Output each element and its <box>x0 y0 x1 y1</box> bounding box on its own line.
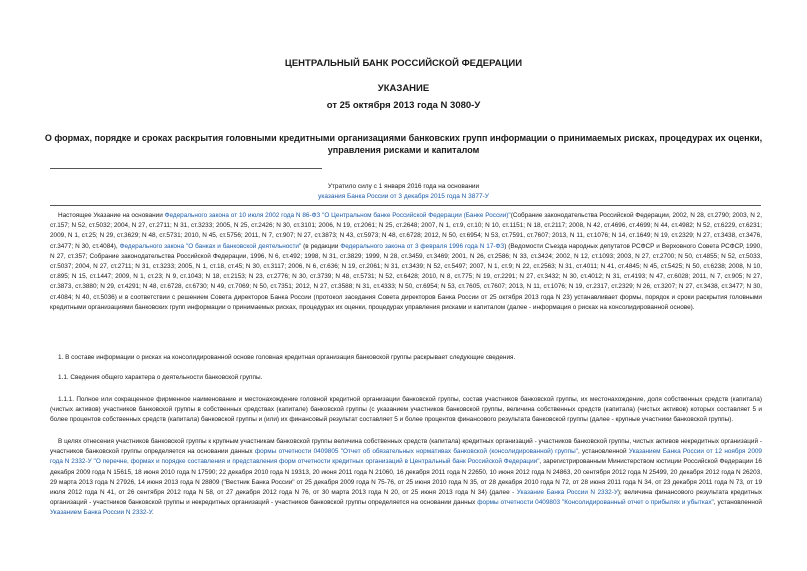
p2-text: 1. В составе информации о рисках на консолидированной основе головная кредитная организация банковской группы раскрывает следующие сведения. <box>58 354 516 361</box>
p1-text-4: ) (Ведомости Съезда народных депутатов РСФСР и Верховного Совета РСФСР, 1990, N 27, ст.357; Собрание законодательства Российской Федерации, 1996, N 6, ст.492; 1998, N 31, ст.3829; 1999, N 28, ст.3459, ст.3469; 2001, N 26, ст.2586; N 33, ст.3424; 2002, N 12, ст.1093; 2003, N 27, ст.2700; N 50, ст.4855; N 52, ст.5033, ст.5037; 2004, N 27, ст.2711; N 31, ст.3233; 2005, N 1, ст.18, ст.45; N 30, ст.3117; 2006, N 6, ст.636; N 19, ст.2061; N 31, ст.3439; N 52, ст.5497; 2007, N 1, ст.9; N 22, ст.2563; N 31, ст.4011; N 41, ст.4845; N 45, ст.5425; N 50, ст.6238; 2008, N 10, ст.895; N 15, ст.1447; 2009, N 1, ст.23; N 9, ст.1043; N 18, ст.2153; N 23, ст.2776; N 30, ст.3739; N 48, ст.5731; N 52, ст.6428; 2010, N 8, ст.775; N 19, ст.2291; N 27, ст.3432; N 30, ст.4012; N 31, ст.4193; N 47, ст.6028; 2011, N 7, ст.905; N 27, ст.3873, ст.3880; N 29, ст.4291; N 48, ст.6728, ст.6730; N 49, ст.7069; N 50, ст.7351; 2012, N 27, ст.3588; N 31, ст.4333; N 50, ст.6954; N 53, ст.7605, ст.7607; 2013, N 11, ст.1076; N 19, ст.2317, ст.2329; N 26, ст.3207; N 27, ст.3438, ст.3477; N 30, ст.4084; N 40, ст.5036) и в соответствии с решением Совета директоров Банка России (протокол заседания Совета директоров Банка России от 25 октября 2013 года N 23) устанавливает формы, порядок и сроки раскрытия головными кредитными организациями банковских групп информации о принимаемых рисках, процедурах их оценки, процедурах управления рисками и капиталом (далее - информация о рисках на консолидированной основе). <box>50 242 762 311</box>
law-17fz-link[interactable]: Федерального закона от 3 февраля 1996 года N 17-ФЗ <box>340 242 505 250</box>
section-1-1-paragraph <box>50 373 762 383</box>
form-0409803-link[interactable]: формы отчетности 0409803 "Консолидированный отчет о прибылях и убытках" <box>477 499 714 507</box>
repeal-link[interactable]: указания Банка России от 3 декабря 2015 года N 3877-У <box>318 193 489 200</box>
issuer-heading: ЦЕНТРАЛЬНЫЙ БАНК РОССИЙСКОЙ ФЕДЕРАЦИИ <box>284 58 523 69</box>
p5-text-5: , установленной <box>713 499 762 507</box>
repeal-text: Утратило силу с 1 января 2016 года на основании <box>327 183 480 190</box>
repeal-note <box>0 182 807 202</box>
p1-text-3: (в редакции <box>301 242 341 250</box>
document-title: О формах, порядке и сроках раскрытия головными кредитными организациями банковских групп информации о принимаемых рисках, процедурах их оценки, управления рисками и капиталом <box>44 133 763 155</box>
form-0409805-link[interactable]: формы отчетности 0409805 "Отчет об обязательных нормативах банковской (консолидированной) группы" <box>254 448 578 456</box>
title-divider <box>50 168 322 169</box>
p1-text-1: Настоящее Указание на основании <box>58 212 165 219</box>
section-1-1-1-paragraph <box>50 395 762 426</box>
banking-law-link[interactable]: Федерального закона "О банках и банковской деятельности" <box>119 242 302 250</box>
section-1-paragraph <box>50 353 762 363</box>
directive-2332u-ref-link[interactable]: Указанием Банка России N 2332-У <box>50 509 152 517</box>
p5-text-3: , зарегистрированным Министерством юстиции Российской Федерации 16 декабря 2009 года N 15615, 18 июня 2010 года N 17590; 22 декабря 2010 года N 19313, 20 июня 2011 года N 21060, 16 декабря 2011 года N 22650, 10 июня 2012 года N 24863, 20 сентября 2012 года N 25499, 20 декабря 2012 года N 26203, 29 марта 2013 года N 27926, 14 июня 2013 года N 28809 ("Вестник Банка России" от 25 декабря 2009 года N 75-76, от 25 июня 2010 года N 35, от 28 декабря 2010 года N 72, от 28 июня 2011 года N 34, от 23 декабря 2011 года N 73, от 19 июля 2012 года N 41, от 26 сентября 2012 года N 58, от 27 декабря 2012 года N 76, от 30 марта 2013 года N 20, от 25 июня 2013 года N 34) (далее - <box>50 458 762 497</box>
p4-text: 1.1.1. Полное или сокращенное фирменное наименование и местонахождение головной кредитной организации банковской группы, состав участников банковской группы, их местонахождение, доля собственных средств (капитала) (чистых активов) участников банковской группы в собственных средствах (капитале) банковской группы (с указанием участников банковской группы, величина собственных средств (капитала) (чистых активов) которых составляет 5 и более процентов собственных средств (капитала) банковской группы и (или) их финансовый результат составляет 5 и более процентов финансового результата банковской группы (далее - крупные участники банковской группы). <box>50 396 762 424</box>
law-86fz-link[interactable]: Федерального закона от 10 июля 2002 года N 86-ФЗ "О Центральном банке Российской Федерации (Банке России)" <box>164 212 511 219</box>
directive-2332u-link[interactable]: Указанием Банка России от 12 ноября 2009 года N 2332-У "О перечне, формах и порядке составления и представления форм отчетности кредитных организаций в Центральный банк Российской Федерации" <box>50 448 762 466</box>
p5-text-6: . <box>151 509 154 517</box>
p5-text-1: В целях отнесения участников банковской группы к крупным участникам банковской группы величина собственных средств (капитала) кредитных организаций - участников банковской группы, чистых активов некредитных организаций - участников банковской группы определяется на основании данных <box>50 438 762 456</box>
p3-text: 1.1. Сведения общего характера о деятельности банковской группы. <box>58 374 263 381</box>
p5-text-2: , установленной <box>577 448 629 456</box>
directive-2332u-short-link[interactable]: Указание Банка России N 2332-У <box>516 489 618 497</box>
preamble-paragraph <box>50 211 762 313</box>
p1-text-2: (Собрание законодательства Российской Федерации, 2002, N 28, ст.2790; 2003, N 2, ст.157; N 52, ст.5032; 2004, N 27, ст.2711; N 31, ст.3233; 2005, N 25, ст.2426; N 30, ст.3101; 2006, N 19, ст.2061; N 25, ст.2648; 2007, N 1, ст.9, ст.10; N 10, ст.1151; N 18, ст.2117; 2008, N 42, ст.4696, ст.4699; N 44, ст.4982; N 52, ст.6229, ст.6231; 2009, N 1, ст.25; N 29, ст.3629; N 48, ст.5731; 2010, N 45, ст.5756; 2011, N 7, ст.907; N 27, ст.3873; N 43, ст.5973; N 48, ст.6728; 2012, N 50, ст.6954; N 53, ст.7591, ст.7607; 2013, N 11, ст.1076; N 14, ст.1649; N 19, ст.2329; N 27, ст.3438, ст.3476, ст.3477; N 30, ст.4084), <box>50 212 763 250</box>
document-date: от 25 октября 2013 года N 3080-У <box>326 100 481 111</box>
preamble-divider <box>50 205 761 206</box>
document-type: УКАЗАНИЕ <box>377 83 430 94</box>
large-participants-paragraph <box>50 437 762 519</box>
p5-text-4: ); величина финансового результата кредитных организаций - участников банковской группы и некредитных организаций - участников банковской группы определяется на основании данных <box>50 489 762 507</box>
